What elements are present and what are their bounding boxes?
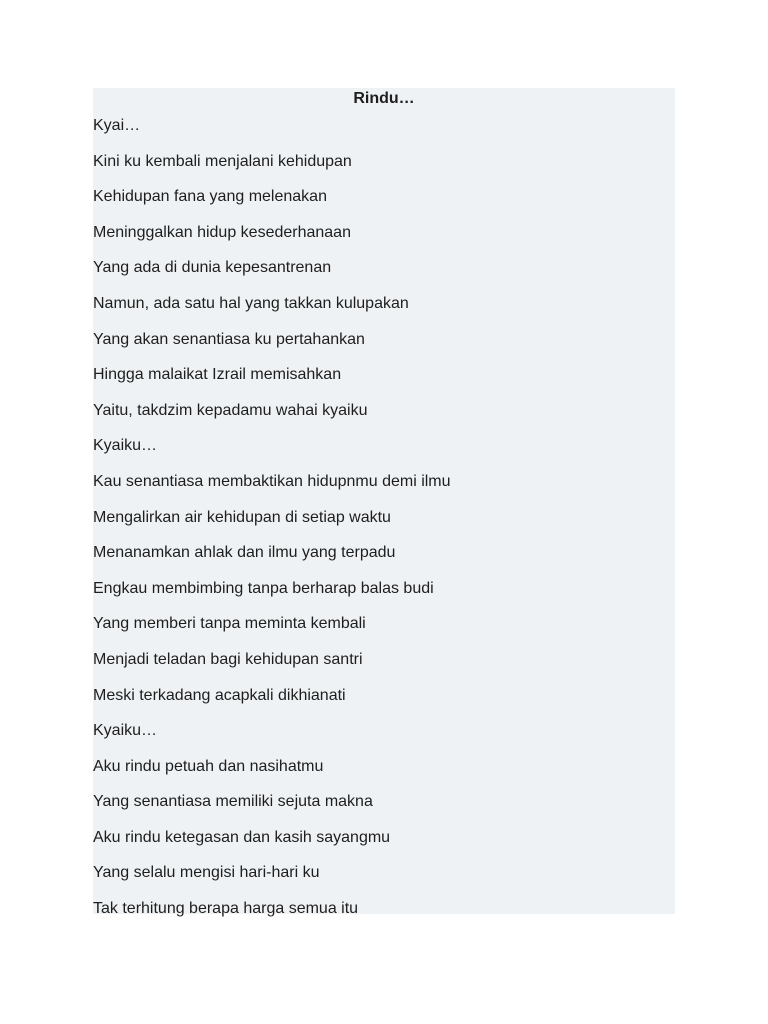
poem-line: Aku rindu petuah dan nasihatmu	[93, 757, 324, 775]
poem-line: Kyaiku…	[93, 437, 158, 455]
poem-line: Yang selalu mengisi hari-hari ku	[93, 864, 320, 882]
poem-lines	[93, 108, 451, 927]
poem-line: Menanamkan ahlak dan ilmu yang terpadu	[93, 544, 396, 562]
poem-line: Meninggalkan hidup kesederhanaan	[93, 223, 351, 241]
poem-line: Kyaiku…	[93, 722, 158, 740]
poem-line: Mengalirkan air kehidupan di setiap waktu	[93, 508, 391, 526]
poem-line: Yang akan senantiasa ku pertahankan	[93, 330, 365, 348]
poem-line: Yang memberi tanpa meminta kembali	[93, 615, 366, 633]
poem-line: Yang ada di dunia kepesantrenan	[93, 259, 332, 277]
poem-line: Kehidupan fana yang melenakan	[93, 188, 327, 206]
poem-title: Rindu…	[353, 90, 415, 107]
poem-line: Kini ku kembali menjalani kehidupan	[93, 152, 352, 170]
poem-line: Namun, ada satu hal yang takkan kulupakan	[93, 294, 409, 312]
poem-line: Aku rindu ketegasan dan kasih sayangmu	[93, 828, 391, 846]
poem-line: Kau senantiasa membaktikan hidupnmu demi ilmu	[93, 472, 451, 490]
poem-line: Hingga malaikat Izrail memisahkan	[93, 366, 342, 384]
poem-line: Yang senantiasa memiliki sejuta makna	[93, 793, 373, 811]
poem-line: Tak terhitung berapa harga semua itu	[93, 900, 359, 918]
poem-line: Kyai…	[93, 117, 141, 134]
poem-line: Menjadi teladan bagi kehidupan santri	[93, 650, 363, 668]
poem-container	[93, 88, 675, 918]
poem-line: Engkau membimbing tanpa berharap balas budi	[93, 579, 434, 597]
poem-line: Meski terkadang acapkali dikhianati	[93, 686, 346, 704]
poem-line: Yaitu, takdzim kepadamu wahai kyaiku	[93, 401, 368, 419]
